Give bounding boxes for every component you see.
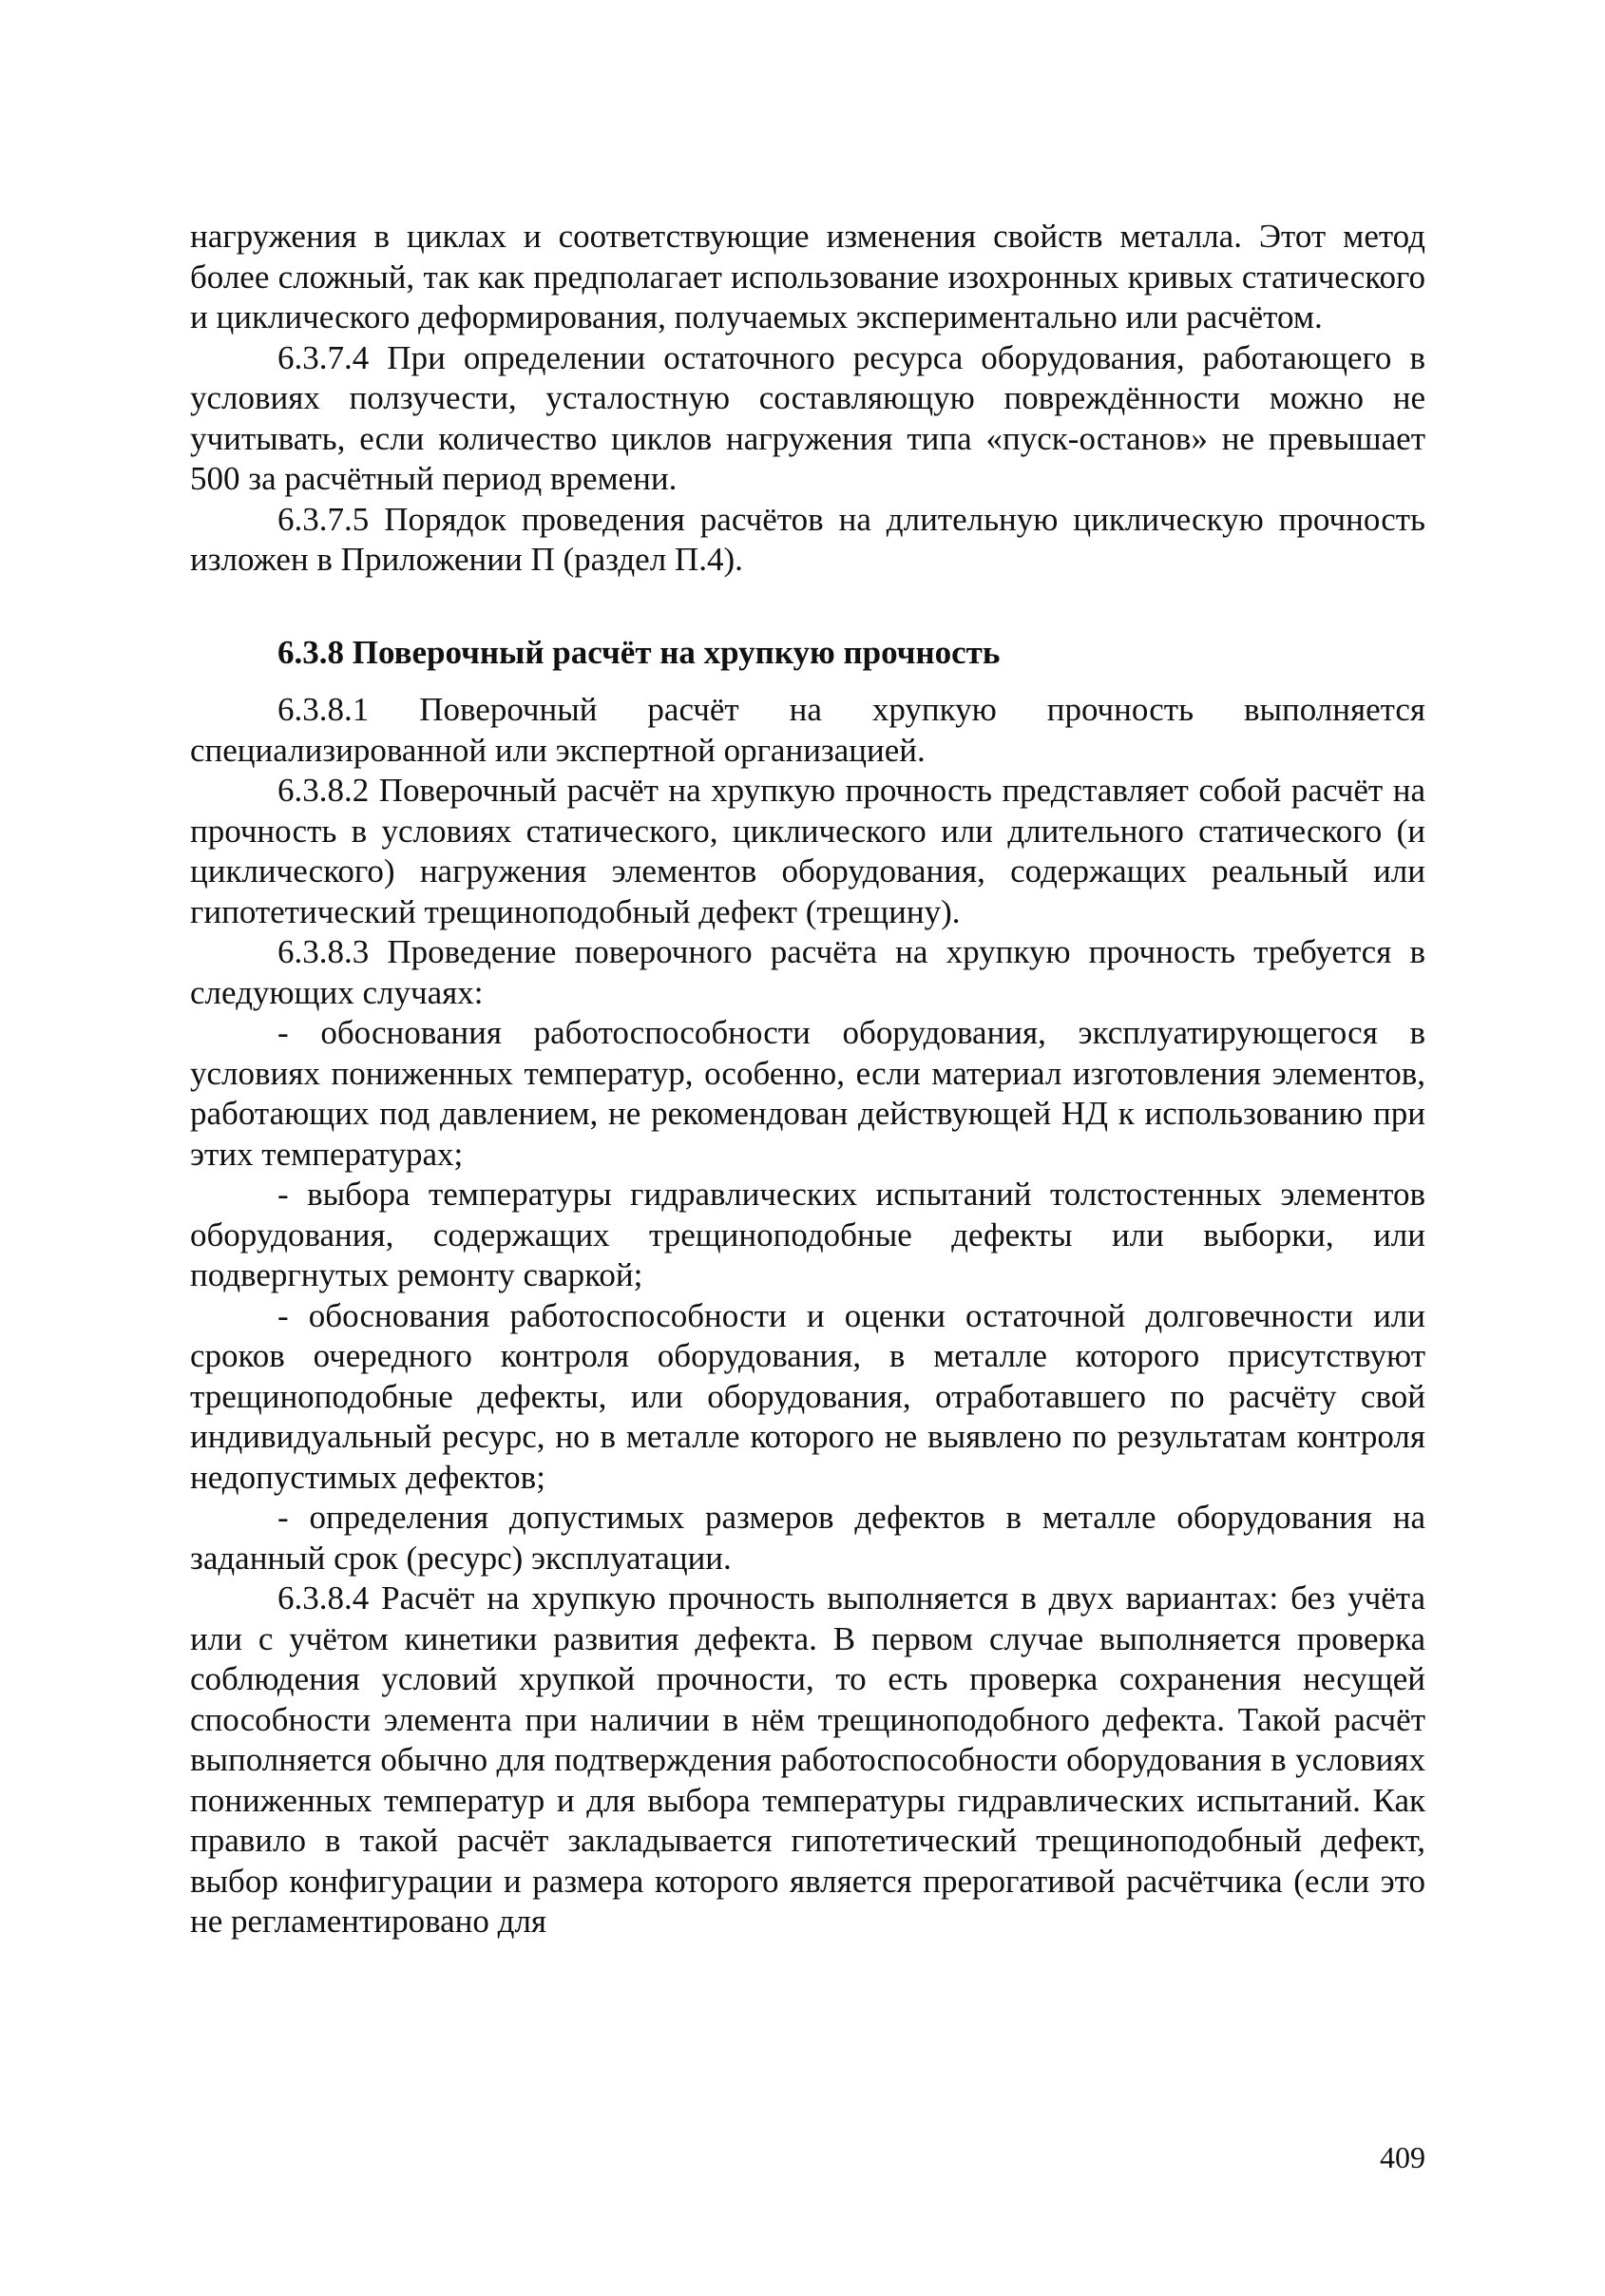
paragraph-continuation: нагружения в циклах и соответствующие изменения свойств металла. Этот метод более сложный, так как предполагает использование изохронных кривых статического и циклического деформирования, получаемых экспериментально или расчётом.: [190, 218, 1425, 335]
paragraph-6-3-8-4: 6.3.8.4 Расчёт на хрупкую прочность выполняется в двух вариантах: без учёта или с учётом кинетики развития дефекта. В первом случае выполняется проверка соблюдения условий хрупкой прочности, то есть проверка сохранения несущей способности элемента при наличии в нём трещиноподобного дефекта. Такой расчёт выполняется обычно для подтверждения работоспособности оборудования в условиях пониженных температур и для выбора температуры гидравлических испытаний. Как правило в такой расчёт закладывается гипотетический трещиноподобный дефект, выбор конфигурации и размера которого является прерогативой расчётчика (если это не регламентировано для: [190, 1579, 1425, 1940]
paragraph-6-3-8-3: 6.3.8.3 Проведение поверочного расчёта на хрупкую прочность требуется в следующих случаях:: [190, 933, 1425, 1011]
section-heading-6-3-8: 6.3.8 Поверочный расчёт на хрупкую прочность: [277, 633, 1001, 671]
paragraph-6-3-7-4: 6.3.7.4 При определении остаточного ресурса оборудования, работающего в условиях ползучести, усталостную составляющую повреждённости можно не учитывать, если количество циклов нагружения типа «пуск-останов» не превышает 500 за расчётный период времени.: [190, 338, 1425, 497]
paragraph-6-3-8-2: 6.3.8.2 Поверочный расчёт на хрупкую прочность представляет собой расчёт на прочность в условиях статического, циклического или длительного статического (и циклического) нагружения элементов оборудования, содержащих реальный или гипотетический трещиноподобный дефект (трещину).: [190, 772, 1425, 930]
page-number: 409: [1380, 2140, 1425, 2174]
paragraph-6-3-8-1: 6.3.8.1 Поверочный расчёт на хрупкую прочность выполняется специализированной или экспертной организацией.: [190, 691, 1425, 769]
list-item-allowable-defects: - определения допустимых размеров дефектов в металле оборудования на заданный срок (ресурс) эксплуатации.: [190, 1499, 1425, 1577]
page-body: [190, 217, 1425, 1942]
list-item-hydraulic-test: - выбора температуры гидравлических испытаний толстостенных элементов оборудования, содержащих трещиноподобные дефекты или выборки, или подвергнутых ремонту сваркой;: [190, 1176, 1425, 1293]
list-item-residual-life: - обоснования работоспособности и оценки остаточной долговечности или сроков очередного контроля оборудования, в металле которого присутствуют трещиноподобные дефекты, или оборудования, отработавшего по расчёту свой индивидуальный ресурс, но в металле которого не выявлено по результатам контроля недопустимых дефектов;: [190, 1296, 1425, 1496]
paragraph-6-3-7-5: 6.3.7.5 Порядок проведения расчётов на длительную циклическую прочность изложен в Приложении П (раздел П.4).: [190, 500, 1425, 578]
list-item-low-temperature: - обоснования работоспособности оборудования, эксплуатирующегося в условиях пониженных температур, особенно, если материал изготовления элементов, работающих под давлением, не рекомендован действующей НД к использованию при этих температурах;: [190, 1014, 1425, 1173]
